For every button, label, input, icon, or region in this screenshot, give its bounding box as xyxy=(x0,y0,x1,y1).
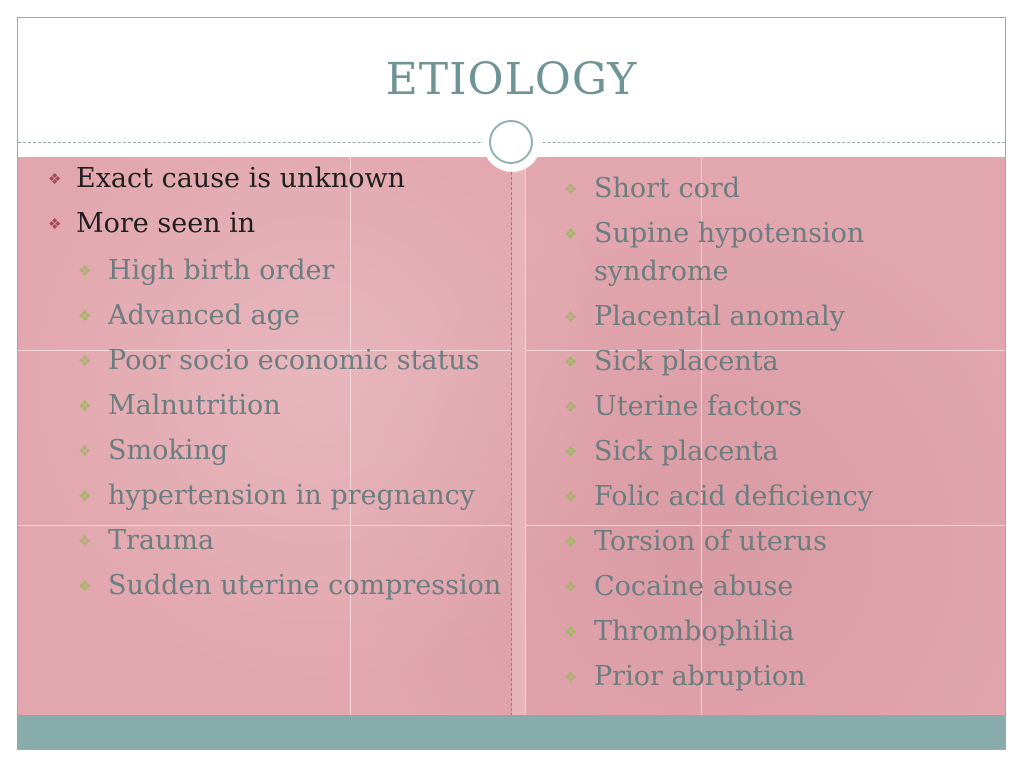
list-item-text: Trauma xyxy=(108,525,215,556)
list-item xyxy=(48,387,508,425)
slide xyxy=(17,17,1006,750)
list-item xyxy=(564,613,984,651)
list-item-text: Malnutrition xyxy=(108,390,281,421)
four-diamond-bullet-icon: ❖ xyxy=(564,623,578,641)
list-item xyxy=(564,343,984,381)
column-gap xyxy=(512,157,525,716)
list-item-text: Smoking xyxy=(108,435,229,466)
four-diamond-bullet-icon: ❖ xyxy=(78,487,92,505)
list-item-text: Exact cause is unknown xyxy=(76,163,405,194)
four-diamond-bullet-icon: ❖ xyxy=(564,578,578,596)
four-diamond-bullet-icon: ❖ xyxy=(78,577,92,595)
list-item xyxy=(48,567,508,605)
list-item-text: More seen in xyxy=(76,208,256,239)
list-item-text: Advanced age xyxy=(108,300,300,331)
list-item-text: High birth order xyxy=(108,255,335,286)
right-bullet-list xyxy=(564,170,984,703)
four-diamond-bullet-icon: ❖ xyxy=(564,488,578,506)
title-ornament-circle-icon xyxy=(489,120,533,164)
list-item xyxy=(564,170,984,208)
list-item xyxy=(564,433,984,471)
four-diamond-bullet-icon: ❖ xyxy=(78,442,92,460)
four-diamond-bullet-icon: ❖ xyxy=(48,215,62,233)
list-item xyxy=(564,658,984,696)
list-item xyxy=(48,342,508,380)
list-item-text: Poor socio economic status xyxy=(108,345,480,376)
four-diamond-bullet-icon: ❖ xyxy=(564,443,578,461)
list-item-text: Torsion of uterus xyxy=(594,526,827,557)
list-item-text: Short cord xyxy=(594,173,741,204)
list-item xyxy=(48,207,508,241)
list-item xyxy=(564,568,984,606)
four-diamond-bullet-icon: ❖ xyxy=(564,533,578,551)
slide-title: ETIOLOGY xyxy=(385,54,638,105)
list-item xyxy=(564,478,984,516)
four-diamond-bullet-icon: ❖ xyxy=(564,225,578,243)
list-item-text: Sick placenta xyxy=(594,436,779,467)
four-diamond-bullet-icon: ❖ xyxy=(564,668,578,686)
list-item xyxy=(48,162,508,196)
four-diamond-bullet-icon: ❖ xyxy=(78,397,92,415)
list-item-text: Cocaine abuse xyxy=(594,571,794,602)
four-diamond-bullet-icon: ❖ xyxy=(564,353,578,371)
four-diamond-bullet-icon: ❖ xyxy=(48,170,62,188)
list-item xyxy=(564,388,984,426)
list-item xyxy=(564,215,984,291)
list-item-text: Placental anomaly xyxy=(594,301,845,332)
list-item-text: Uterine factors xyxy=(594,391,803,422)
four-diamond-bullet-icon: ❖ xyxy=(78,262,92,280)
list-item-text: Sick placenta xyxy=(594,346,779,377)
four-diamond-bullet-icon: ❖ xyxy=(564,398,578,416)
four-diamond-bullet-icon: ❖ xyxy=(564,308,578,326)
left-bullet-list xyxy=(48,162,508,612)
list-item xyxy=(48,252,508,290)
list-item xyxy=(564,523,984,561)
list-item xyxy=(48,477,508,515)
list-item xyxy=(48,297,508,335)
list-item xyxy=(48,522,508,560)
list-item xyxy=(48,432,508,470)
list-item-text: Prior abruption xyxy=(594,661,806,692)
four-diamond-bullet-icon: ❖ xyxy=(78,307,92,325)
list-item-text: Supine hypotension syndrome xyxy=(594,218,865,287)
list-item-text: hypertension in pregnancy xyxy=(108,480,476,511)
four-diamond-bullet-icon: ❖ xyxy=(564,180,578,198)
column-divider xyxy=(511,157,512,716)
list-item xyxy=(564,298,984,336)
list-item-text: Thrombophilia xyxy=(594,616,795,647)
footer-band xyxy=(18,715,1005,749)
four-diamond-bullet-icon: ❖ xyxy=(78,352,92,370)
four-diamond-bullet-icon: ❖ xyxy=(78,532,92,550)
list-item-text: Folic acid deficiency xyxy=(594,481,873,512)
list-item-text: Sudden uterine compression xyxy=(108,570,502,601)
